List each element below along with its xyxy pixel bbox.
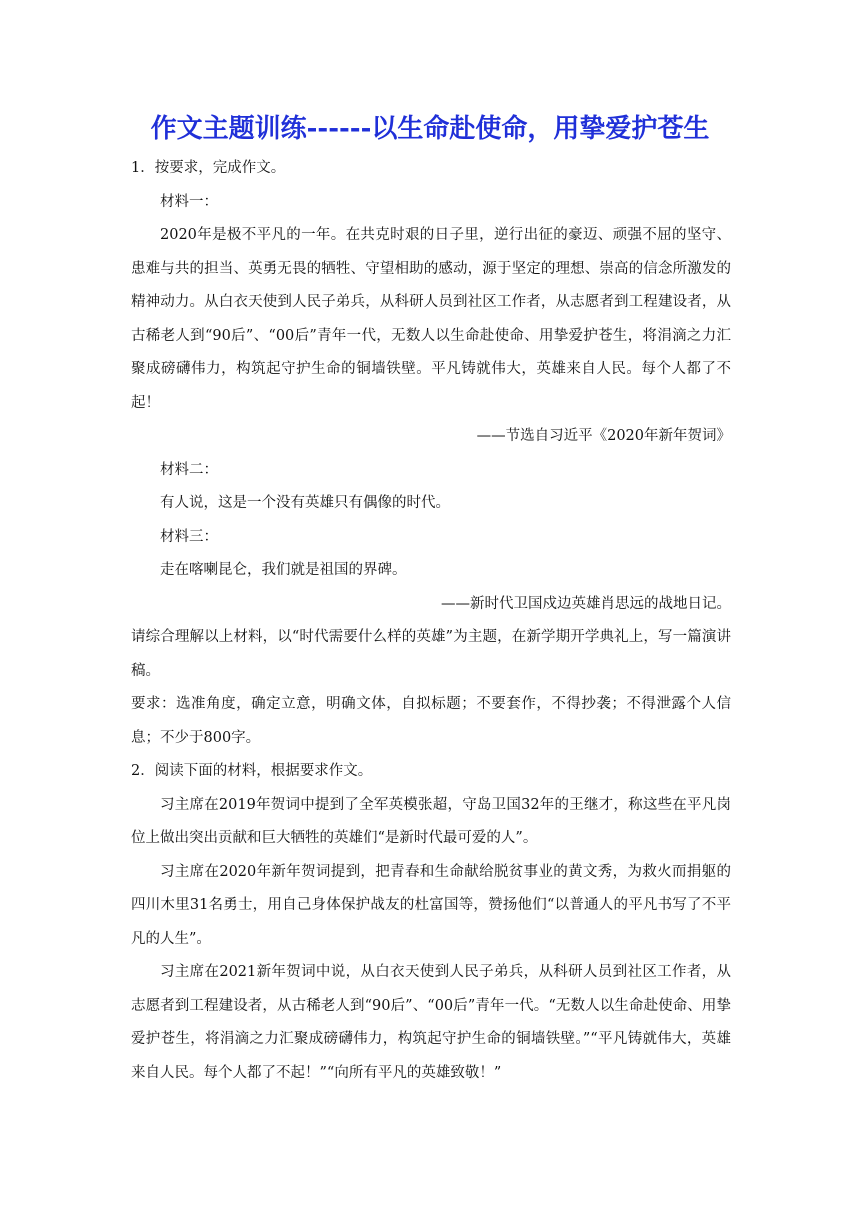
material-2-text: 有人说，这是一个没有英雄只有偶像的时代。 — [160, 495, 450, 511]
page-title: 作文主题训练------以生命赴使命，用挚爱护苍生 — [150, 114, 710, 144]
question-1-prompt: 1．按要求，完成作文。 — [131, 160, 286, 176]
question-1-task: 请综合理解以上材料，以“时代需要什么样的英雄”为主题，在新学期开学典礼上，写一篇演讲稿。 — [131, 629, 731, 679]
material-2-label: 材料二： — [160, 461, 218, 478]
material-1-source: ——节选自习近平《2020年新年贺词》 — [476, 428, 731, 444]
material-3-source: ——新时代卫国戍边英雄肖思远的战地日记。 — [441, 595, 731, 612]
question-2-prompt: 2．阅读下面的材料，根据要求作文。 — [131, 763, 373, 779]
document-body — [131, 152, 731, 1090]
question-2-paragraph-2: 习主席在2020年新年贺词提到，把青春和生命献给脱贫事业的黄文秀，为救火而捐躯的四川木里31名勇士，用自己身体保护战友的杜富国等，赞扬他们“以普通人的平凡书写了不平凡的人生”。 — [131, 863, 731, 947]
material-3-text: 走在喀喇昆仑，我们就是祖国的界碑。 — [160, 562, 407, 578]
material-1-text: 2020年是极不平凡的一年。在共克时艰的日子里，逆行出征的豪迈、顽强不屈的坚守、患难与共的担当、英勇无畏的牺牲、守望相助的感动，源于坚定的理想、崇高的信念所激发的精神动力。从白衣天使到人民子弟兵，从科研人员到社区工作者，从志愿者到工程建设者，从古稀老人到“90后”、“00后”青年一代，无数人以生命赴使命、用挚爱护苍生，将涓滴之力汇聚成磅礴伟力，构筑起守护生命的铜墙铁壁。平凡铸就伟大，英雄来自人民。每个人都了不起！ — [131, 227, 731, 411]
material-3-label: 材料三： — [160, 528, 218, 545]
material-1-label: 材料一： — [160, 193, 218, 210]
question-2-paragraph-1: 习主席在2019年贺词中提到了全军英模张超，守岛卫国32年的王继才，称这些在平凡岗位上做出突出贡献和巨大牺牲的英雄们“是新时代最可爱的人”。 — [131, 796, 731, 846]
question-2-paragraph-3: 习主席在2021新年贺词中说，从白衣天使到人民子弟兵，从科研人员到社区工作者，从志愿者到工程建设者，从古稀老人到“90后”、“00后”青年一代。“无数人以生命赴使命、用挚爱护苍生，将涓滴之力汇聚成磅礴伟力，构筑起守护生命的铜墙铁壁。”“平凡铸就伟大，英雄来自人民。每个人都了不起！”“向所有平凡的英雄致敬！” — [131, 964, 731, 1081]
question-1-requirements: 要求：选准角度，确定立意，明确文体，自拟标题；不要套作，不得抄袭；不得泄露个人信息；不少于800字。 — [131, 696, 731, 746]
